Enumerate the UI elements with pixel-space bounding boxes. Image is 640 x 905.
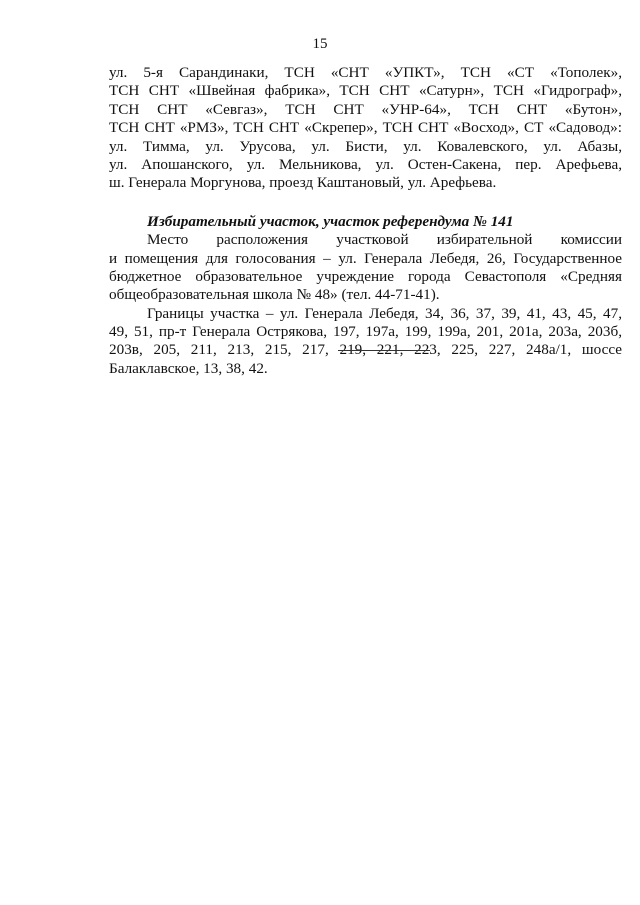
paragraph-spacer: [109, 193, 622, 213]
text-line: бюджетное образовательное учреждение города Севастополя «Средняя: [109, 267, 622, 285]
text-line: 203в, 205, 211, 213, 215, 217, 219, 221, 223, 225, 227, 248а/1, шоссе: [109, 341, 622, 359]
text-line: 49, 51, пр-т Генерала Острякова, 197, 197а, 199, 199а, 201, 201а, 203а, 203б,: [109, 323, 622, 341]
text-line: Место расположения участковой избирательной комиссии: [147, 231, 622, 249]
document-body: [109, 64, 622, 378]
boundaries-paragraph: [109, 305, 622, 379]
text-line: ул. Тимма, ул. Урусова, ул. Бисти, ул. Ковалевского, ул. Абазы,: [109, 137, 622, 155]
text-line: и помещения для голосования – ул. Генерала Лебедя, 26, Государственное: [109, 249, 622, 267]
section-heading-paragraph: [109, 213, 622, 231]
text-line: ТСН СНТ «Севгаз», ТСН СНТ «УНР-64», ТСН СНТ «Бутон»,: [109, 100, 622, 118]
end-separator-line: [338, 350, 430, 351]
text-line: ул. Апошанского, ул. Мельникова, ул. Остен-Сакена, пер. Арефьева,: [109, 155, 622, 173]
intro-paragraph: [109, 64, 622, 193]
section-heading: Избирательный участок, участок референдума № 141: [147, 212, 514, 230]
text-line: общеобразовательная школа № 48» (тел. 44-71-41).: [109, 286, 440, 304]
text-line: Границы участка – ул. Генерала Лебедя, 34, 36, 37, 39, 41, 43, 45, 47,: [147, 304, 622, 322]
text-line: ТСН СНТ «РМЗ», ТСН СНТ «Скрепер», ТСН СНТ «Восход», СТ «Садовод»:: [109, 119, 622, 137]
text-line: ш. Генерала Моргунова, проезд Каштановый, ул. Арефьева.: [109, 174, 497, 192]
text-line: ул. 5-я Сарандинаки, ТСН «СНТ «УПКТ», ТСН «СТ «Тополек»,: [109, 64, 622, 81]
page-number: 15: [312, 36, 328, 52]
location-paragraph: [109, 231, 622, 305]
text-line: Балаклавское, 13, 38, 42.: [109, 359, 268, 377]
text-line: ТСН СНТ «Швейная фабрика», ТСН СНТ «Сатурн», ТСН «Гидрограф»,: [109, 82, 622, 100]
